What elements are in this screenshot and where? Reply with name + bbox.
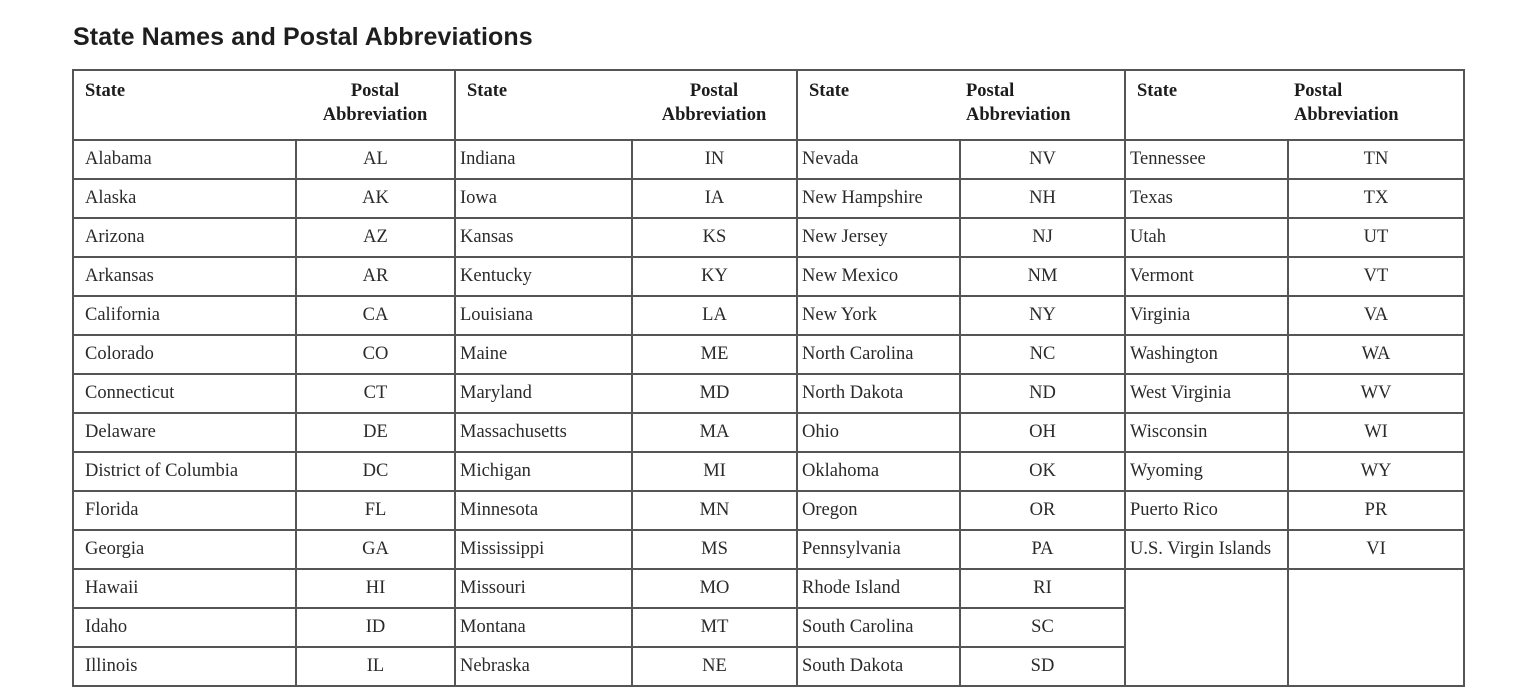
page-title: State Names and Postal Abbreviations <box>73 23 533 51</box>
state-name-cell: Illinois <box>73 647 296 686</box>
column-header-postal-abbreviation <box>296 70 455 140</box>
postal-abbreviation-cell: NH <box>960 179 1125 218</box>
postal-abbreviation-cell: VT <box>1288 257 1464 296</box>
state-name-cell: Nebraska <box>455 647 632 686</box>
state-name-cell: North Carolina <box>797 335 960 374</box>
state-name-cell: Montana <box>455 608 632 647</box>
state-name-cell: Oklahoma <box>797 452 960 491</box>
state-name-cell: Pennsylvania <box>797 530 960 569</box>
column-header-state: State <box>1125 70 1288 140</box>
column-header-postal-abbreviation <box>632 70 797 140</box>
state-name-cell: Utah <box>1125 218 1288 257</box>
postal-abbreviation-cell: UT <box>1288 218 1464 257</box>
postal-abbreviation-cell: AR <box>296 257 455 296</box>
postal-abbreviation-cell: RI <box>960 569 1125 608</box>
state-name-cell: District of Columbia <box>73 452 296 491</box>
header-line: Postal <box>1294 81 1343 101</box>
postal-abbreviation-cell: NC <box>960 335 1125 374</box>
header-line: Abbreviation <box>1294 105 1399 125</box>
postal-abbreviation-cell: VI <box>1288 530 1464 569</box>
table-row <box>73 491 1464 530</box>
postal-abbreviation-cell: NE <box>632 647 797 686</box>
postal-abbreviation-cell: TX <box>1288 179 1464 218</box>
state-name-cell: Maryland <box>455 374 632 413</box>
state-name-cell: Vermont <box>1125 257 1288 296</box>
postal-abbreviation-cell: DE <box>296 413 455 452</box>
table-row <box>73 257 1464 296</box>
postal-abbreviation-cell: MD <box>632 374 797 413</box>
table-header <box>73 70 1464 140</box>
header-line: Abbreviation <box>322 105 428 125</box>
state-name-cell: New Mexico <box>797 257 960 296</box>
header-line: Abbreviation <box>966 105 1071 125</box>
state-name-cell: Puerto Rico <box>1125 491 1288 530</box>
postal-abbreviation-cell: AZ <box>296 218 455 257</box>
empty-state-cell <box>1125 569 1288 686</box>
state-name-cell: Alaska <box>73 179 296 218</box>
state-name-cell: Virginia <box>1125 296 1288 335</box>
postal-abbreviation-cell: AK <box>296 179 455 218</box>
postal-abbreviation-cell: MO <box>632 569 797 608</box>
state-name-cell: Texas <box>1125 179 1288 218</box>
state-name-cell: New Jersey <box>797 218 960 257</box>
table-body <box>73 140 1464 686</box>
state-name-cell: Connecticut <box>73 374 296 413</box>
postal-abbreviation-cell: PR <box>1288 491 1464 530</box>
postal-abbreviation-cell: AL <box>296 140 455 179</box>
state-name-cell: Mississippi <box>455 530 632 569</box>
column-header-postal-abbreviation <box>960 70 1125 140</box>
state-name-cell: Kansas <box>455 218 632 257</box>
postal-abbreviation-cell: ND <box>960 374 1125 413</box>
table-row <box>73 452 1464 491</box>
postal-abbreviation-cell: KS <box>632 218 797 257</box>
state-name-cell: Oregon <box>797 491 960 530</box>
state-name-cell: Minnesota <box>455 491 632 530</box>
state-name-cell: Louisiana <box>455 296 632 335</box>
state-name-cell: New Hampshire <box>797 179 960 218</box>
header-line: Postal <box>350 81 400 101</box>
postal-abbreviation-cell: IL <box>296 647 455 686</box>
state-name-cell: Alabama <box>73 140 296 179</box>
postal-abbreviation-cell: DC <box>296 452 455 491</box>
postal-abbreviation-cell: IN <box>632 140 797 179</box>
table-row <box>73 218 1464 257</box>
state-name-cell: Arkansas <box>73 257 296 296</box>
postal-abbreviation-cell: IA <box>632 179 797 218</box>
postal-abbreviation-cell: ID <box>296 608 455 647</box>
state-name-cell: Iowa <box>455 179 632 218</box>
table-row <box>73 296 1464 335</box>
state-abbreviations-table <box>72 69 1465 687</box>
postal-abbreviation-cell: MI <box>632 452 797 491</box>
postal-abbreviation-cell: NV <box>960 140 1125 179</box>
header-line: Abbreviation <box>661 105 767 125</box>
postal-abbreviation-cell: CT <box>296 374 455 413</box>
header-line: Postal <box>966 81 1015 101</box>
postal-abbreviation-cell: HI <box>296 569 455 608</box>
state-name-cell: Hawaii <box>73 569 296 608</box>
state-name-cell: Kentucky <box>455 257 632 296</box>
postal-abbreviation-cell: OH <box>960 413 1125 452</box>
state-name-cell: Ohio <box>797 413 960 452</box>
postal-abbreviation-cell: CO <box>296 335 455 374</box>
table-row <box>73 530 1464 569</box>
postal-abbreviation-cell: FL <box>296 491 455 530</box>
state-name-cell: Washington <box>1125 335 1288 374</box>
postal-abbreviation-cell: TN <box>1288 140 1464 179</box>
state-name-cell: West Virginia <box>1125 374 1288 413</box>
state-name-cell: Idaho <box>73 608 296 647</box>
empty-abbreviation-cell <box>1288 569 1464 686</box>
table-row <box>73 374 1464 413</box>
table-row <box>73 569 1464 608</box>
postal-abbreviation-cell: VA <box>1288 296 1464 335</box>
state-name-cell: Maine <box>455 335 632 374</box>
state-name-cell: U.S. Virgin Islands <box>1125 530 1288 569</box>
state-name-cell: South Dakota <box>797 647 960 686</box>
postal-abbreviation-cell: WY <box>1288 452 1464 491</box>
state-name-cell: Indiana <box>455 140 632 179</box>
postal-abbreviation-cell: NY <box>960 296 1125 335</box>
postal-abbreviation-cell: LA <box>632 296 797 335</box>
table-row <box>73 335 1464 374</box>
state-name-cell: Georgia <box>73 530 296 569</box>
state-name-cell: Colorado <box>73 335 296 374</box>
state-name-cell: Missouri <box>455 569 632 608</box>
state-name-cell: Wisconsin <box>1125 413 1288 452</box>
header-line: Postal <box>689 81 739 101</box>
postal-abbreviation-cell: WA <box>1288 335 1464 374</box>
postal-abbreviation-cell: KY <box>632 257 797 296</box>
state-name-cell: Michigan <box>455 452 632 491</box>
postal-abbreviation-cell: MN <box>632 491 797 530</box>
state-name-cell: New York <box>797 296 960 335</box>
postal-abbreviation-cell: OR <box>960 491 1125 530</box>
column-header-state: State <box>797 70 960 140</box>
postal-abbreviation-cell: ME <box>632 335 797 374</box>
table-row <box>73 179 1464 218</box>
postal-abbreviation-cell: SD <box>960 647 1125 686</box>
postal-abbreviation-cell: WV <box>1288 374 1464 413</box>
column-header-state: State <box>455 70 632 140</box>
postal-abbreviation-cell: MS <box>632 530 797 569</box>
postal-abbreviation-cell: NM <box>960 257 1125 296</box>
state-name-cell: North Dakota <box>797 374 960 413</box>
postal-abbreviation-cell: CA <box>296 296 455 335</box>
table-row <box>73 413 1464 452</box>
state-name-cell: South Carolina <box>797 608 960 647</box>
state-name-cell: Rhode Island <box>797 569 960 608</box>
header-row <box>73 70 1464 140</box>
state-name-cell: Arizona <box>73 218 296 257</box>
state-name-cell: Nevada <box>797 140 960 179</box>
postal-abbreviation-cell: PA <box>960 530 1125 569</box>
postal-abbreviation-cell: NJ <box>960 218 1125 257</box>
state-name-cell: Massachusetts <box>455 413 632 452</box>
column-header-postal-abbreviation <box>1288 70 1464 140</box>
postal-abbreviation-cell: MT <box>632 608 797 647</box>
column-header-state: State <box>73 70 296 140</box>
state-name-cell: California <box>73 296 296 335</box>
postal-abbreviation-cell: OK <box>960 452 1125 491</box>
postal-abbreviation-cell: WI <box>1288 413 1464 452</box>
state-name-cell: Florida <box>73 491 296 530</box>
state-name-cell: Delaware <box>73 413 296 452</box>
table-row <box>73 140 1464 179</box>
postal-abbreviation-cell: MA <box>632 413 797 452</box>
state-name-cell: Tennessee <box>1125 140 1288 179</box>
postal-abbreviation-cell: SC <box>960 608 1125 647</box>
postal-abbreviation-cell: GA <box>296 530 455 569</box>
state-name-cell: Wyoming <box>1125 452 1288 491</box>
